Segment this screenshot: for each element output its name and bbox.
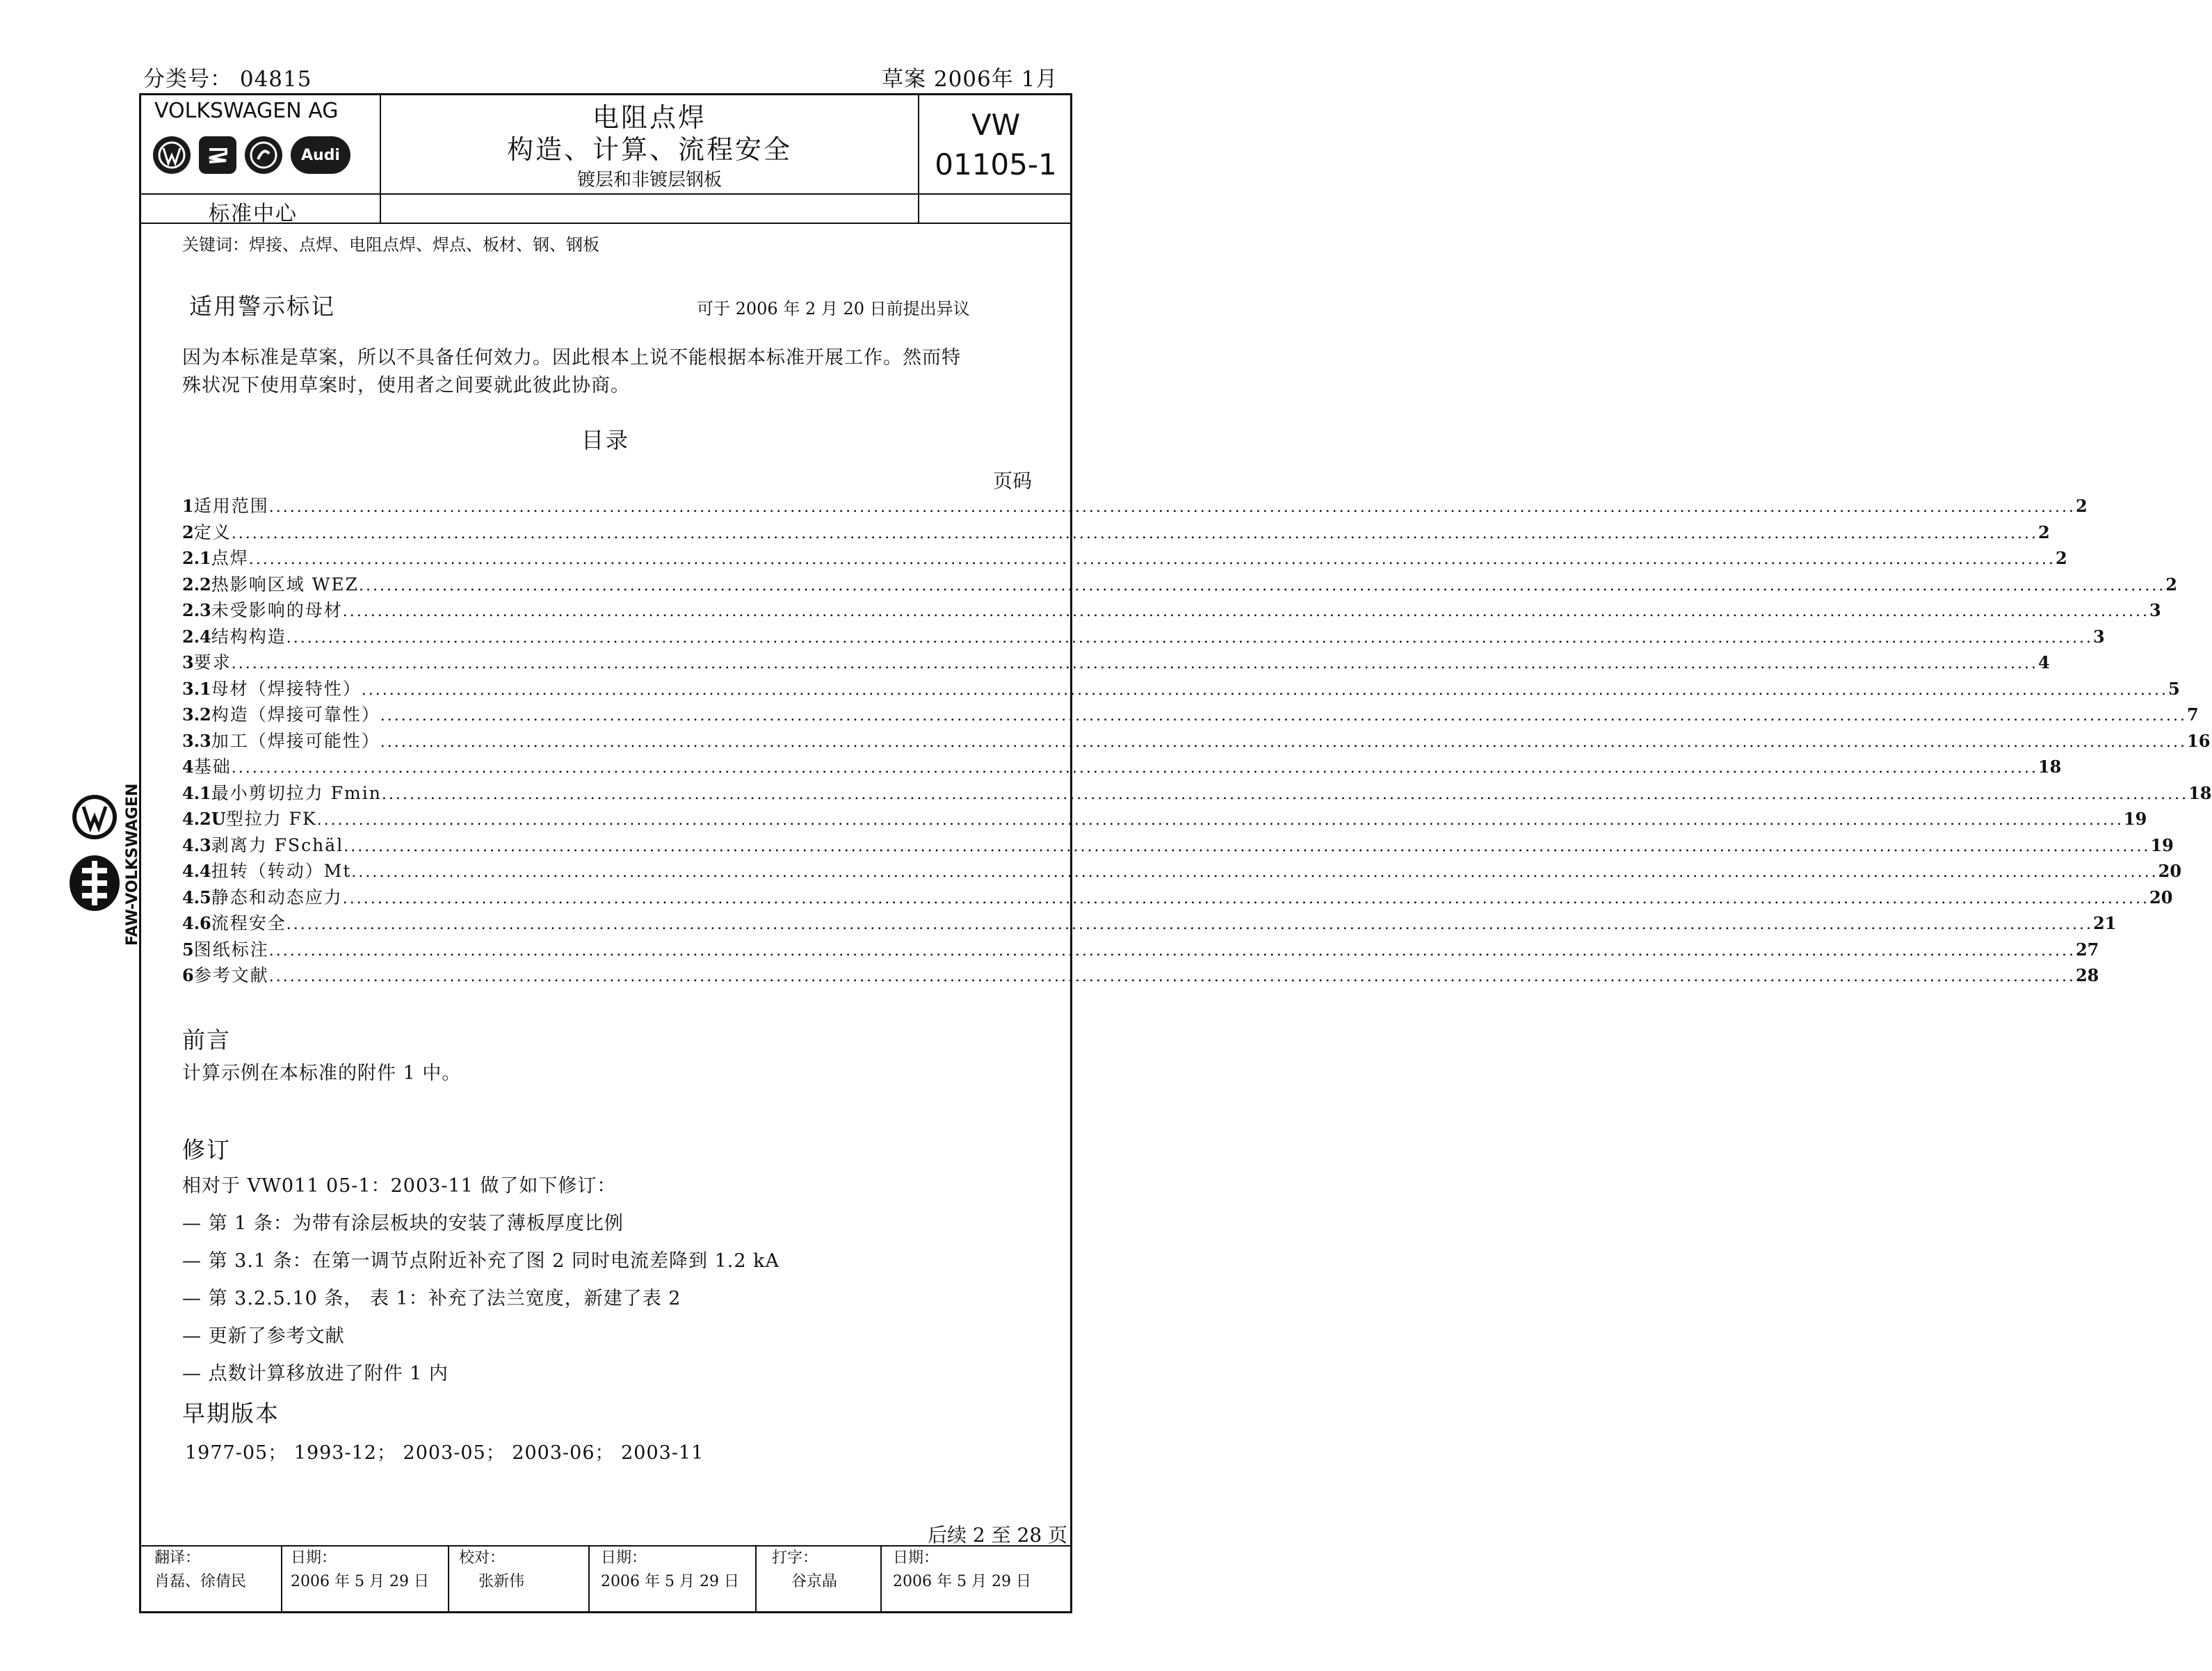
toc-entry-title: 参考文献 [193,965,269,985]
translate-date-cell [291,1547,429,1594]
toc-entry-page: 2 [2056,548,2067,568]
toc-entry-page: 18 [2188,782,2212,803]
type-date-label: 日期： [893,1549,939,1567]
toc-entry-title: 构造（焊接可靠性） [211,704,380,725]
toc-entry [182,649,2050,674]
toc-entry [182,519,2050,544]
toc-entry-title: 流程安全 [211,913,286,933]
early-versions-text: 1977-05； 1993-12； 2003-05； 2003-06； 2003-11 [185,1442,704,1464]
toc-entry-number: 4.5 [182,887,211,907]
translator-value: 肖磊、徐倩民 [154,1573,247,1590]
toc-entry-leader: .................................................................................................................................................................................................................................................................... [359,576,2166,595]
toc-entry-page: 2 [2037,522,2050,542]
toc-entry [182,884,2173,909]
translator-label: 翻译： [154,1549,201,1567]
toc-entry-leader: .................................................................................................................................................................................................................................................................... [286,916,2094,933]
toc-entry-title: 静态和动态应力 [211,887,343,907]
toc-entry-title: 结构构造 [211,626,286,647]
toc-entry [182,571,2177,596]
early-versions-heading: 早期版本 [182,1400,280,1427]
proofreader-label: 校对： [459,1549,506,1567]
toc-entry-page: 4 [2037,652,2050,672]
document-subject: 构造、计算、流程安全 [506,134,792,165]
revision-item: — 更新了参考文献 [182,1325,345,1347]
department: 标准中心 [209,202,298,226]
toc-entry-number: 3 [182,652,194,672]
toc-entry-title: 未受影响的母材 [211,600,343,620]
keywords: 关键词：焊接、点焊、电阻点焊、焊点、板材、钢、钢板 [182,235,599,255]
translator-cell [154,1547,246,1594]
toc-entry [182,962,2099,987]
toc-page-label: 页码 [993,469,1033,492]
draft-date: 草案 2006年 1月 [882,67,1058,92]
toc-entry-leader: .................................................................................................................................................................................................................................................................... [342,889,2150,907]
toc-entry-leader: .................................................................................................................................................................................................................................................................... [380,733,2188,751]
document-title: 电阻点焊 [592,102,707,133]
revision-item: — 第 1 条：为带有涂层板块的安装了薄板厚度比例 [182,1213,624,1234]
toc-entry-title: 最小剪切拉力 Fmin [211,782,382,803]
translate-date-label: 日期： [291,1549,337,1567]
toc-entry [182,832,2174,857]
toc-entry-page: 27 [2075,939,2099,960]
toc-entry [182,857,2182,882]
toc-entry [182,727,2211,752]
toc-entry-page: 16 [2187,730,2211,751]
toc-entry-title: 扭转（转动）Mt [211,861,352,881]
document-subtitle: 镀层和非镀层钢板 [576,170,722,191]
proof-date-cell [601,1547,739,1594]
toc-entry-leader: .................................................................................................................................................................................................................................................................... [231,524,2038,542]
notice-text-line2: 殊状况下使用草案时，使用者之间要就此彼此协商。 [182,375,630,396]
revision-item: — 第 3.2.5.10 条， 表 1：补充了法兰宽度，新建了表 2 [182,1288,681,1309]
toc-entry-leader: .................................................................................................................................................................................................................................................................... [268,942,2076,960]
preface-heading: 前言 [182,1026,231,1054]
toc-entry [182,780,2212,805]
toc-entry [182,936,2099,961]
toc-entry-page: 21 [2093,913,2117,933]
company-name: VOLKSWAGEN AG [154,99,339,123]
typist-label: 打字： [772,1549,818,1567]
toc-entry-number: 4.2U [182,809,226,829]
objection-deadline: 可于 2006 年 2 月 20 日前提出异议 [697,299,970,318]
revision-intro: 相对于 VW011 05-1：2003-11 做了如下修订： [182,1175,617,1197]
toc-entry-leader: .................................................................................................................................................................................................................................................................... [316,812,2124,829]
toc-entry-leader: .................................................................................................................................................................................................................................................................... [380,707,2188,725]
toc-entry-title: 定义 [193,522,232,542]
seat-logo-icon [199,136,236,174]
toc-entry-number: 4 [182,757,194,777]
toc-entry-page: 2 [2165,574,2177,595]
toc-entry [182,544,2067,570]
toc-heading: 目录 [581,427,630,453]
brand-logos [153,136,355,178]
toc-entry-number: 6 [182,965,194,985]
notice-heading: 适用警示标记 [189,293,335,320]
toc-entry-number: 3.3 [182,730,211,751]
preface-text: 计算示例在本标准的附件 1 中。 [182,1063,462,1084]
toc-entry-page: 5 [2168,678,2180,699]
toc-entry-number: 4.6 [182,913,211,933]
revision-heading: 修订 [182,1136,231,1163]
toc-entry-leader: .................................................................................................................................................................................................................................................................... [286,629,2094,647]
toc-entry-page: 19 [2123,809,2147,829]
toc-entry-page: 3 [2093,626,2105,647]
proofreader-value: 张新伟 [478,1573,525,1590]
notice-text [182,344,1044,400]
toc-entry-title: 型拉力 FK [225,809,317,829]
toc-entry [182,675,2180,700]
type-date-cell [893,1547,1031,1594]
toc-entry-title: 热影响区域 WEZ [211,574,360,595]
toc-entry-leader: .................................................................................................................................................................................................................................................................... [268,968,2076,985]
toc-entry-title: 母材（焊接特性） [211,678,362,699]
toc-entry-number: 2.4 [182,626,211,647]
proof-date-label: 日期： [601,1549,647,1567]
toc-entry-leader: .................................................................................................................................................................................................................................................................... [231,759,2038,777]
continued-pages: 后续 2 至 28 页 [928,1524,1068,1547]
revision-item: — 第 3.1 条：在第一调节点附近补充了图 2 同时电流差降到 1.2 kA [182,1250,780,1272]
toc-entry [182,492,2088,517]
toc-entry-number: 2.2 [182,574,211,595]
toc-entry-page: 28 [2075,965,2099,985]
toc-entry-page: 20 [2149,887,2173,907]
side-logo [61,779,141,946]
toc-entry-number: 4.3 [182,834,211,855]
toc-entry-title: 加工（焊接可能性） [211,730,380,751]
toc-entry-number: 4.4 [182,861,211,881]
proofreader-cell [459,1547,524,1594]
toc-entry-number: 4.1 [182,782,211,803]
toc-entry-title: 基础 [193,757,232,777]
toc-entry-leader: .................................................................................................................................................................................................................................................................... [344,837,2151,855]
toc-entry-page: 3 [2149,600,2161,620]
translate-date-value: 2006 年 5 月 29 日 [291,1573,429,1590]
toc-entry-page: 2 [2075,496,2088,516]
toc-entry-number: 1 [182,496,194,516]
toc-entry [182,597,2161,622]
toc-entry [182,753,2062,778]
standard-number: 01105-1 [935,147,1057,181]
audi-logo-icon: Audi [291,136,350,174]
typist-value: 谷京晶 [791,1573,838,1590]
typist-cell [772,1547,837,1594]
toc-entry-number: 2.1 [182,548,211,568]
toc-entry-leader: .................................................................................................................................................................................................................................................................... [342,603,2150,620]
classification-number: 分类号： 04815 [143,67,312,92]
toc-entry-title: 点焊 [211,548,249,568]
standard-prefix: VW [971,108,1021,142]
toc-entry-leader: .................................................................................................................................................................................................................................................................... [381,785,2189,803]
toc-entry [182,701,2199,726]
toc-entry [182,805,2147,830]
toc-entry-leader: .................................................................................................................................................................................................................................................................... [361,681,2169,699]
toc-entry-title: 适用范围 [193,496,269,516]
toc-entry-page: 7 [2187,704,2199,725]
toc-entry-number: 2.3 [182,600,211,620]
toc-entry-page: 18 [2037,757,2062,777]
toc-entry-page: 20 [2158,861,2182,881]
skoda-logo-icon [245,136,282,174]
toc-entry-leader: .................................................................................................................................................................................................................................................................... [268,499,2076,516]
toc-entry-leader: .................................................................................................................................................................................................................................................................... [231,655,2038,672]
toc-entry-title: 剥离力 FSchäl [211,834,344,855]
toc-entry-number: 5 [182,939,194,960]
toc-entry-number: 3.1 [182,678,211,699]
toc-entry-page: 19 [2150,834,2174,855]
toc-entry-title: 图纸标注 [193,939,269,960]
side-text: FAW-VOLKSWAGEN [124,783,141,946]
revision-item: — 点数计算移放进了附件 1 内 [182,1363,449,1385]
toc-entry [182,910,2117,935]
toc-entry [182,623,2105,648]
toc-entry-leader: .................................................................................................................................................................................................................................................................... [351,864,2158,881]
type-date-value: 2006 年 5 月 29 日 [893,1573,1031,1590]
notice-text-line1: 因为本标准是草案，所以不具备任何效力。因此根本上说不能根据本标准开展工作。然而特 [182,347,961,369]
toc-entry-number: 3.2 [182,704,211,725]
toc-entry-leader: .................................................................................................................................................................................................................................................................... [248,551,2056,568]
toc-entry-title: 要求 [193,652,232,672]
vw-logo-icon [153,136,191,174]
proof-date-value: 2006 年 5 月 29 日 [601,1573,739,1590]
toc-entry-number: 2 [182,522,194,542]
